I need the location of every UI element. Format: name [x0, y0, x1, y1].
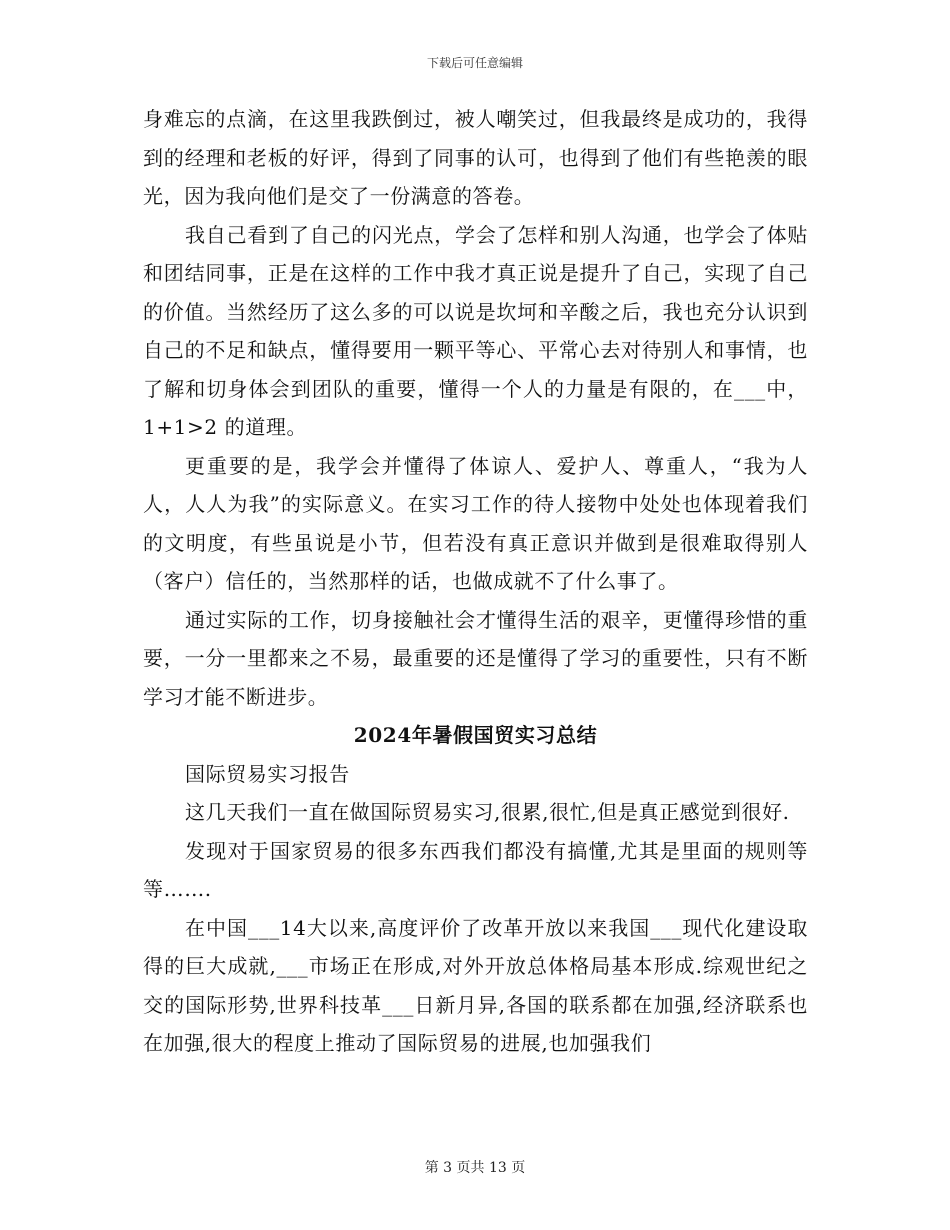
- paragraph: 发现对于国家贸易的很多东西我们都没有搞懂,尤其是里面的规则等等…….: [143, 838, 808, 901]
- section-title: 2024年暑假国贸实习总结: [353, 723, 598, 747]
- paragraph: 这几天我们一直在做国际贸易实习,很累,很忙,但是真正感觉到很好.: [185, 800, 790, 824]
- paragraph: 我自己看到了自己的闪光点，学会了怎样和别人沟通，也学会了体贴和团结同事，正是在这样的工作中我才真正说是提升了自己，实现了自己的价值。当然经历了这么多的可以说是坎坷和辛酸之后，我也充分认识到自己的不足和缺点，懂得要用一颗平等心、平常心去对待别人和事情，也了解和切身体会到团队的重要，懂得一个人的力量是有限的，在___中，1+1>2 的道理。: [143, 222, 808, 439]
- page-number: 第 3 页共 13 页: [424, 1160, 526, 1176]
- page-header: 下载后可任意编辑: [426, 56, 523, 70]
- paragraph-continued: 身难忘的点滴，在这里我跌倒过，被人嘲笑过，但我最终是成功的，我得到的经理和老板的好评，得到了同事的认可，也得到了他们有些艳羡的眼光，因为我向他们是交了一份满意的答卷。: [143, 107, 808, 208]
- paragraph: 更重要的是，我学会并懂得了体谅人、爱护人、尊重人，“我为人人，人人为我”的实际意义。在实习工作的待人接物中处处也体现着我们的文明度，有些虽说是小节，但若没有真正意识并做到是很难取得别人（客户）信任的，当然那样的话，也做成就不了什么事了。: [143, 453, 808, 593]
- paragraph: 在中国___14大以来,高度评价了改革开放以来我国___现代化建设取得的巨大成就,___市场正在形成,对外开放总体格局基本形成.综观世纪之交的国际形势,世界科技革___日新月异,各国的联系都在加强,经济联系也在加强,很大的程度上推动了国际贸易的进展,也加强我们: [143, 915, 808, 1055]
- document-body: [143, 100, 808, 1063]
- paragraph: 通过实际的工作，切身接触社会才懂得生活的艰辛，更懂得珍惜的重要，一分一里都来之不易，最重要的还是懂得了学习的重要性，只有不断学习才能不断进步。: [143, 607, 808, 709]
- report-subtitle: 国际贸易实习报告: [185, 761, 350, 786]
